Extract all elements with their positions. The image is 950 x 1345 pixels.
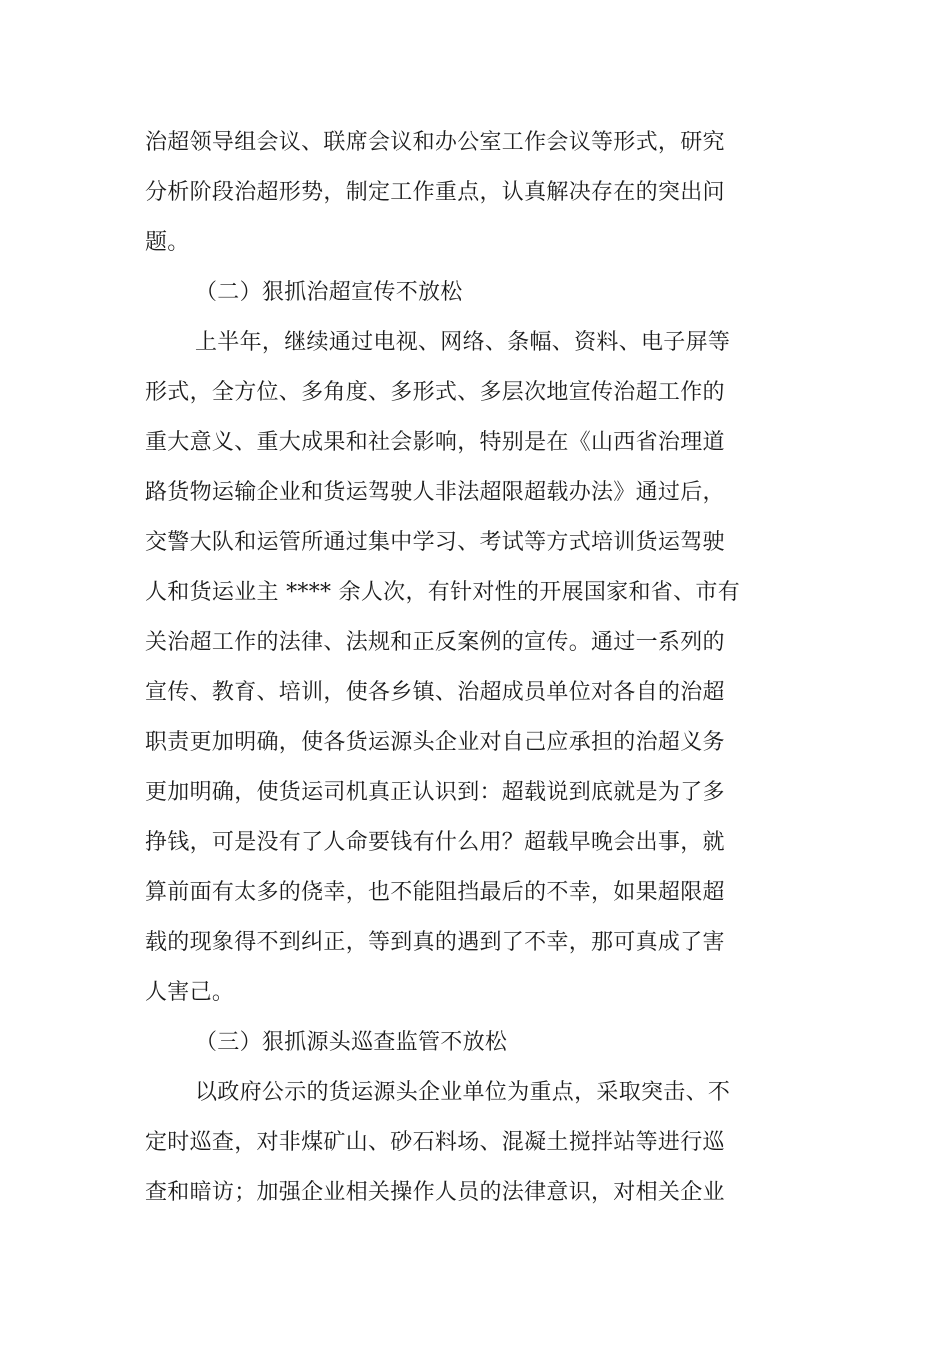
body-text-line: 定时巡查，对非煤矿山、砂石料场、混凝土搅拌站等进行巡: [145, 1130, 725, 1155]
body-text-line: 更加明确，使货运司机真正认识到：超载说到底就是为了多: [145, 780, 725, 805]
body-text-line: 以政府公示的货运源头企业单位为重点，采取突击、不: [195, 1080, 731, 1105]
section-heading: （三）狠抓源头巡查监管不放松: [195, 1030, 508, 1055]
body-text-line: 人害己。: [145, 980, 235, 1005]
body-text-line: 查和暗访；加强企业相关操作人员的法律意识，对相关企业: [145, 1180, 725, 1205]
body-text-line: 形式，全方位、多角度、多形式、多层次地宣传治超工作的: [145, 380, 725, 405]
body-text-line: 题。: [145, 230, 190, 255]
body-text-line: 分析阶段治超形势，制定工作重点，认真解决存在的突出问: [145, 180, 725, 205]
body-text-line: 交警大队和运管所通过集中学习、考试等方式培训货运驾驶: [145, 530, 725, 555]
body-text-line: 上半年，继续通过电视、网络、条幅、资料、电子屏等: [195, 330, 731, 355]
body-text-line: 载的现象得不到纠正，等到真的遇到了不幸，那可真成了害: [145, 930, 725, 955]
body-text-line: 治超领导组会议、联席会议和办公室工作会议等形式，研究: [145, 130, 725, 155]
body-text-line: 人和货运业主 **** 余人次，有针对性的开展国家和省、市有: [145, 580, 740, 605]
body-text-line: 关治超工作的法律、法规和正反案例的宣传。通过一系列的: [145, 630, 725, 655]
body-text-line: 宣传、教育、培训，使各乡镇、治超成员单位对各自的治超: [145, 680, 725, 705]
body-text-line: 路货物运输企业和货运驾驶人非法超限超载办法》通过后，: [145, 480, 725, 505]
body-text-line: 职责更加明确，使各货运源头企业对自己应承担的治超义务: [145, 730, 725, 755]
body-text-line: 算前面有太多的侥幸，也不能阻挡最后的不幸，如果超限超: [145, 880, 725, 905]
section-heading: （二）狠抓治超宣传不放松: [195, 280, 463, 305]
body-text-line: 重大意义、重大成果和社会影响，特别是在《山西省治理道: [145, 430, 725, 455]
body-text-line: 挣钱，可是没有了人命要钱有什么用？超载早晚会出事，就: [145, 830, 725, 855]
